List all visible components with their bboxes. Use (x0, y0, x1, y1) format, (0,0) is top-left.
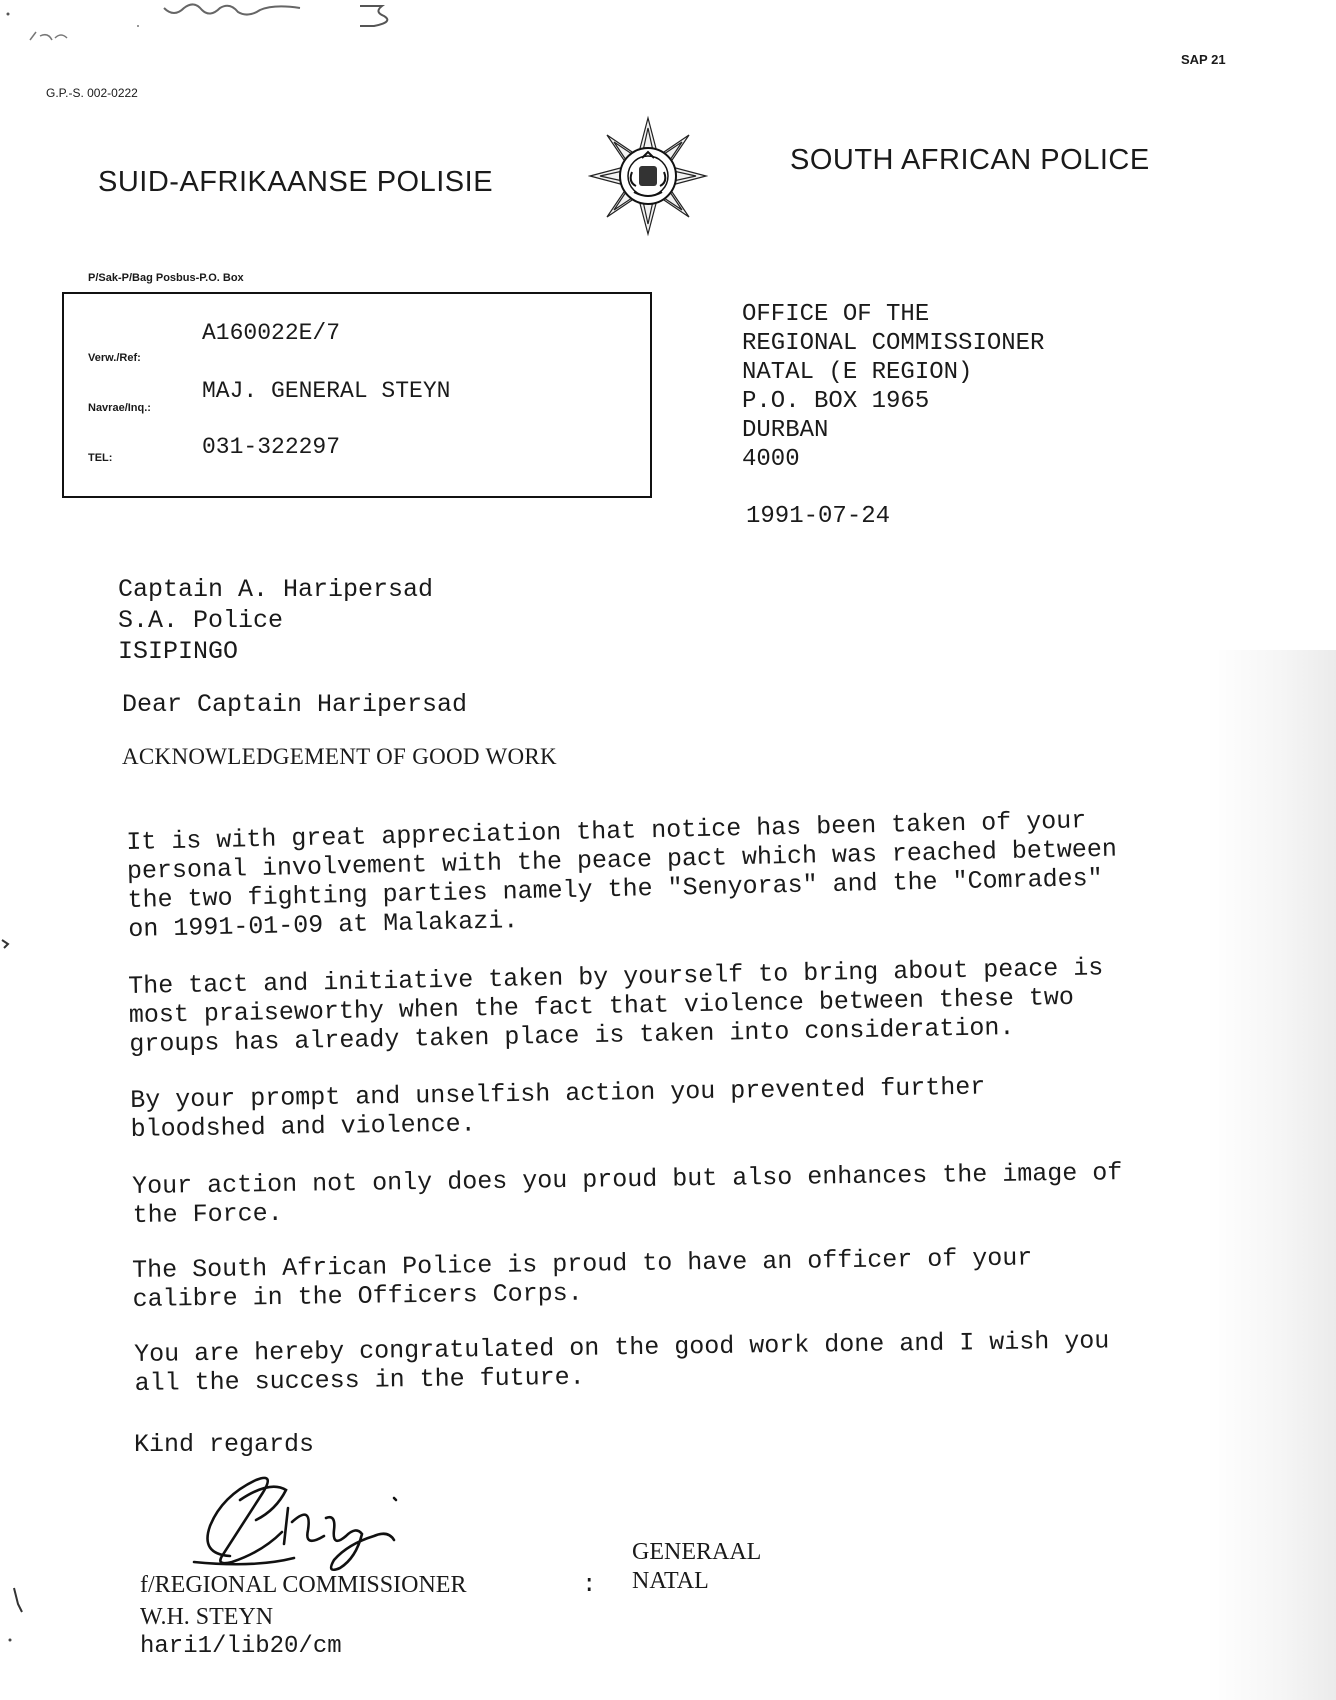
handwritten-margin-note (0, 0, 420, 60)
paragraph-3: By your prompt and unselfish action you prevented further bloodshed and violence. (130, 1072, 986, 1144)
scan-edge-marks (0, 900, 30, 1660)
tel-value: 031-322297 (202, 434, 341, 460)
office-address: OFFICE OF THE REGIONAL COMMISSIONER NATAL (E REGION) P.O. BOX 1965 DURBAN 4000 (742, 301, 1045, 473)
salutation: Dear Captain Haripersad (122, 690, 468, 719)
subject-line: ACKNOWLEDGEMENT OF GOOD WORK (122, 744, 557, 769)
handwritten-signature (180, 1460, 460, 1580)
police-star-emblem-icon (588, 110, 708, 244)
signature-rank: GENERAAL NATAL (632, 1539, 762, 1594)
pobox-label: P/Sak-P/Bag Posbus-P.O. Box (88, 272, 244, 284)
form-code: SAP 21 (1181, 52, 1226, 67)
signature-colon: : (582, 1572, 597, 1599)
reference-box (62, 292, 652, 498)
inq-value: MAJ. GENERAL STEYN (202, 378, 451, 404)
paragraph-6: You are hereby congratulated on the good work done and I wish you all the success in the future. (134, 1326, 1110, 1398)
letter-date: 1991-07-24 (746, 503, 891, 530)
file-reference: hari1/lib20/cm (140, 1633, 342, 1660)
paragraph-4: Your action not only does you proud but also enhances the image of the Force. (132, 1158, 1123, 1230)
signature-title: f/REGIONAL COMMISSIONER (140, 1572, 467, 1598)
recipient-address: Captain A. Haripersad S.A. Police ISIPINGO (118, 575, 434, 666)
paragraph-5: The South African Police is proud to have an officer of your calibre in the Officers Corps. (132, 1243, 1033, 1314)
tel-label: TEL: (88, 452, 113, 464)
header-english: SOUTH AFRICAN POLICE (790, 144, 1150, 176)
page-shadow (1206, 650, 1336, 1700)
header-afrikaans: SUID-AFRIKAANSE POLISIE (98, 166, 494, 198)
paragraph-1: It is with great appreciation that notice has been taken of your personal involvement with the peace pact which was reached between the two fighting parties namely the "Senyoras" and the "Comrades" on 1991-01-09 at Malakazi. (126, 806, 1118, 944)
inq-label: Navrae/Inq.: (88, 402, 151, 414)
ref-value: A160022E/7 (202, 320, 341, 346)
ref-label: Verw./Ref: (88, 352, 141, 364)
closing: Kind regards (134, 1430, 315, 1459)
signatory-name: W.H. STEYN (140, 1604, 274, 1630)
print-code: G.P.-S. 002-0222 (46, 86, 138, 100)
paragraph-2: The tact and initiative taken by yourself to bring about peace is most praiseworthy when the fact that violence between these two groups has already taken place is taken into consideration. (128, 953, 1104, 1059)
